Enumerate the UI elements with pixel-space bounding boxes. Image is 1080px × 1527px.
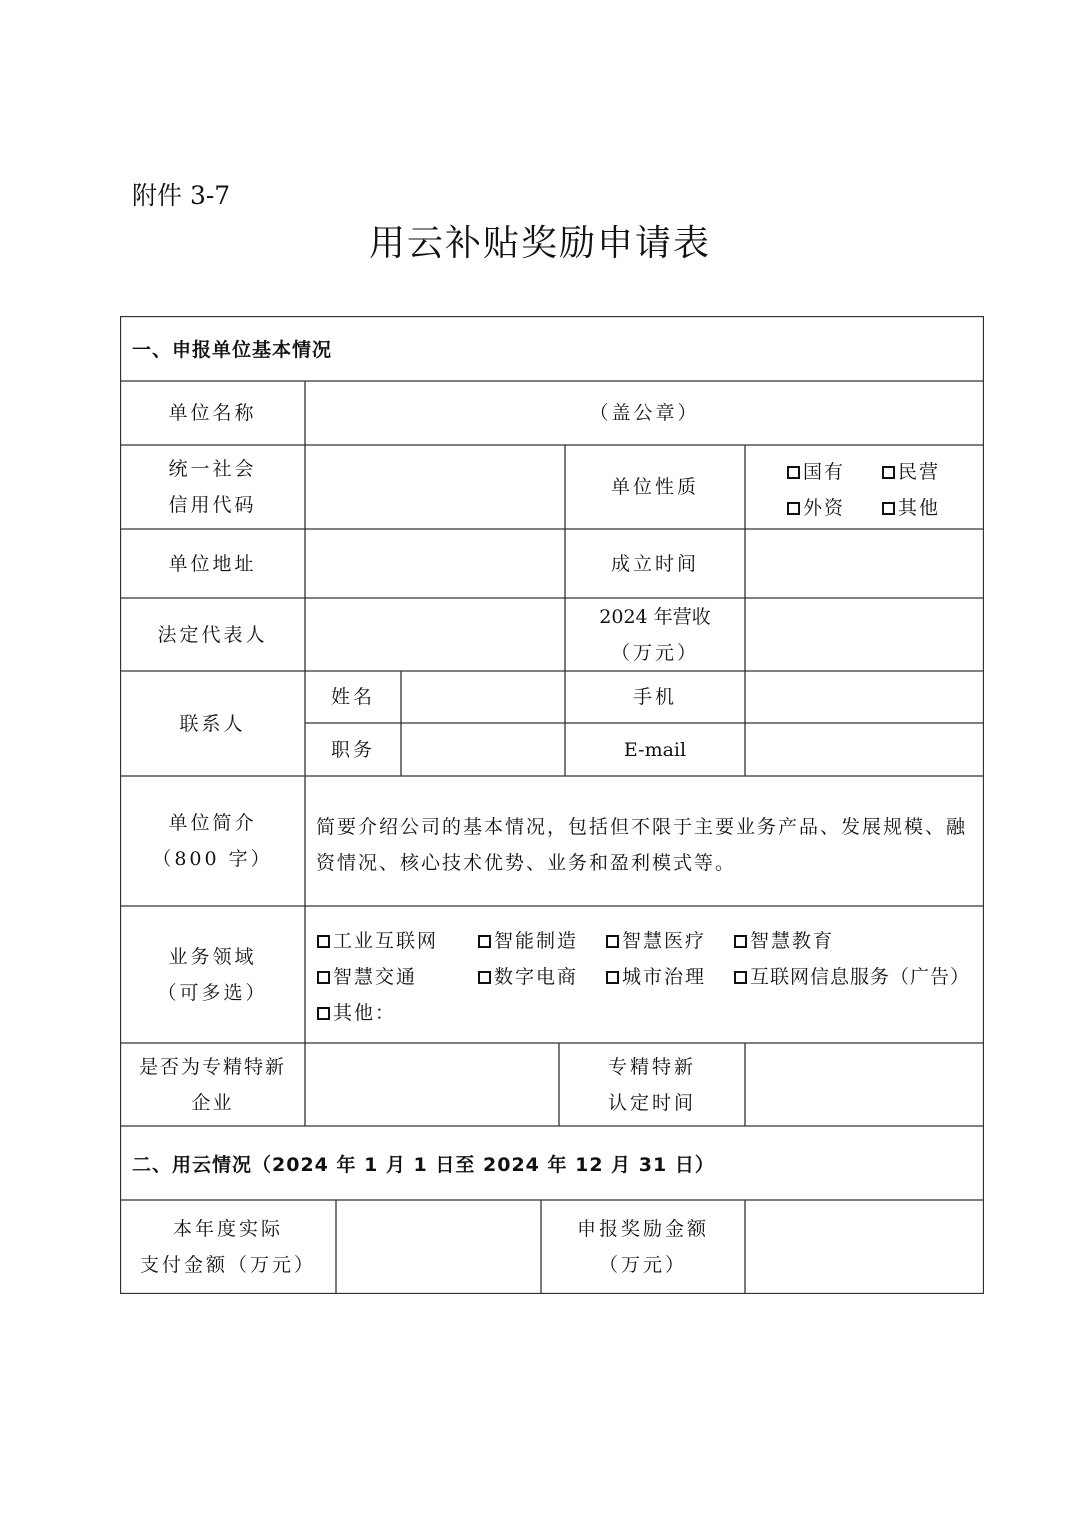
section-cloud-usage-title: 二、用云情况（2024 年 1 月 1 日至 2024 年 12 月 31 日） bbox=[132, 1153, 715, 1176]
form-title: 用云补贴奖励申请表 bbox=[368, 223, 711, 264]
revenue-field[interactable] bbox=[745, 598, 984, 671]
intro-label bbox=[120, 776, 305, 906]
domain-option-internet-info-service[interactable] bbox=[734, 966, 970, 988]
option-label: 工业互联网 bbox=[333, 930, 439, 952]
unit-nature-label: 单位性质 bbox=[610, 476, 699, 498]
intro-text[interactable]: 简要介绍公司的基本情况，包括但不限于主要业务产品、发展规模、融资情况、核心技术优势、业务和盈利模式等。 bbox=[316, 816, 968, 874]
specialized-time-label bbox=[559, 1043, 745, 1126]
revenue-label bbox=[565, 598, 745, 671]
option-label: 城市治理 bbox=[622, 966, 707, 988]
phone-field[interactable] bbox=[745, 671, 984, 723]
nature-option-other[interactable] bbox=[882, 497, 940, 519]
checkbox-icon bbox=[734, 935, 747, 948]
specialized-time-label-line2: 认定时间 bbox=[607, 1091, 696, 1114]
contact-name-label: 姓名 bbox=[330, 686, 375, 708]
option-label: 智能制造 bbox=[494, 930, 579, 952]
checkbox-icon bbox=[882, 502, 895, 515]
checkbox-icon bbox=[787, 466, 800, 479]
credit-code-field[interactable] bbox=[305, 445, 565, 529]
specialized-field[interactable] bbox=[305, 1043, 559, 1126]
specialized-label-line1: 是否为专精特新 bbox=[138, 1055, 286, 1078]
domain-option-digital-ecommerce[interactable] bbox=[478, 966, 578, 988]
intro-label-line2: （800 字） bbox=[152, 848, 273, 870]
paid-amount-label bbox=[120, 1200, 336, 1293]
checkbox-icon bbox=[606, 935, 619, 948]
paid-amount-label-line2: 支付金额（万元） bbox=[139, 1253, 316, 1276]
phone-label: 手机 bbox=[632, 686, 677, 708]
credit-code-label-line2: 信用代码 bbox=[168, 494, 257, 516]
email-label: E-mail bbox=[623, 738, 687, 761]
credit-code-label bbox=[120, 445, 305, 529]
specialized-time-label-line1: 专精特新 bbox=[607, 1055, 696, 1078]
option-label: 国有 bbox=[803, 461, 846, 483]
unit-name-label: 单位名称 bbox=[168, 402, 257, 424]
domain-option-smart-manufacturing[interactable] bbox=[478, 930, 578, 952]
specialized-label bbox=[120, 1043, 305, 1126]
option-label: 数字电商 bbox=[494, 966, 579, 988]
address-label: 单位地址 bbox=[168, 552, 257, 575]
reward-amount-label bbox=[541, 1200, 745, 1293]
reward-amount-label-line1: 申报奖励金额 bbox=[576, 1217, 709, 1240]
contact-name-field[interactable] bbox=[401, 671, 565, 723]
domain-label-line2: （可多选） bbox=[157, 981, 268, 1004]
checkbox-icon bbox=[478, 971, 491, 984]
domain-option-smart-transport[interactable] bbox=[317, 966, 417, 988]
nature-option-private[interactable] bbox=[882, 461, 940, 483]
paid-amount-label-line1: 本年度实际 bbox=[172, 1217, 283, 1240]
domain-option-city-governance[interactable] bbox=[606, 966, 706, 988]
option-label: 其他 bbox=[898, 497, 941, 519]
domain-option-smart-education[interactable] bbox=[734, 930, 834, 952]
attachment-number: 附件 3-7 bbox=[132, 181, 231, 210]
contact-position-field[interactable] bbox=[401, 723, 565, 776]
legal-rep-label: 法定代表人 bbox=[157, 623, 268, 646]
option-label: 智慧交通 bbox=[333, 966, 418, 988]
paid-amount-field[interactable] bbox=[336, 1200, 541, 1293]
contact-position-label: 职务 bbox=[330, 738, 375, 761]
checkbox-icon bbox=[606, 971, 619, 984]
application-form-table bbox=[120, 316, 984, 1294]
legal-rep-field[interactable] bbox=[305, 598, 565, 671]
section-basic-info-title: 一、申报单位基本情况 bbox=[132, 339, 333, 361]
option-label: 民营 bbox=[898, 461, 941, 483]
address-field[interactable] bbox=[305, 529, 565, 598]
checkbox-icon bbox=[317, 971, 330, 984]
option-label: 互联网信息服务（广告） bbox=[750, 966, 971, 988]
checkbox-icon bbox=[734, 971, 747, 984]
contact-label: 联系人 bbox=[179, 712, 246, 735]
checkbox-icon bbox=[882, 466, 895, 479]
reward-amount-field[interactable] bbox=[745, 1200, 984, 1293]
domain-option-other[interactable] bbox=[317, 1002, 396, 1024]
intro-label-line1: 单位简介 bbox=[168, 812, 257, 834]
revenue-label-line1: 2024 年营收 bbox=[599, 605, 711, 628]
domain-option-industrial-internet[interactable] bbox=[317, 930, 438, 952]
unit-name-field[interactable] bbox=[305, 381, 984, 445]
specialized-time-field[interactable] bbox=[745, 1043, 984, 1126]
option-label: 智慧医疗 bbox=[622, 930, 707, 952]
nature-option-state-owned[interactable] bbox=[787, 461, 845, 483]
checkbox-icon bbox=[787, 502, 800, 515]
specialized-label-line2: 企业 bbox=[191, 1091, 234, 1114]
founded-field[interactable] bbox=[745, 529, 984, 598]
option-label: 其他： bbox=[333, 1002, 397, 1024]
checkbox-icon bbox=[317, 935, 330, 948]
checkbox-icon bbox=[317, 1007, 330, 1020]
founded-label: 成立时间 bbox=[610, 552, 699, 575]
reward-amount-label-line2: （万元） bbox=[598, 1253, 687, 1276]
seal-note: （盖公章） bbox=[589, 402, 700, 424]
checkbox-icon bbox=[478, 935, 491, 948]
credit-code-label-line1: 统一社会 bbox=[168, 458, 257, 480]
revenue-label-line2: （万元） bbox=[610, 641, 699, 664]
nature-option-foreign[interactable] bbox=[787, 497, 845, 519]
email-field[interactable] bbox=[745, 723, 984, 776]
option-label: 外资 bbox=[803, 497, 846, 519]
domain-label-line1: 业务领域 bbox=[168, 945, 257, 968]
domain-label bbox=[120, 906, 305, 1043]
domain-option-smart-healthcare[interactable] bbox=[606, 930, 706, 952]
option-label: 智慧教育 bbox=[750, 930, 835, 952]
